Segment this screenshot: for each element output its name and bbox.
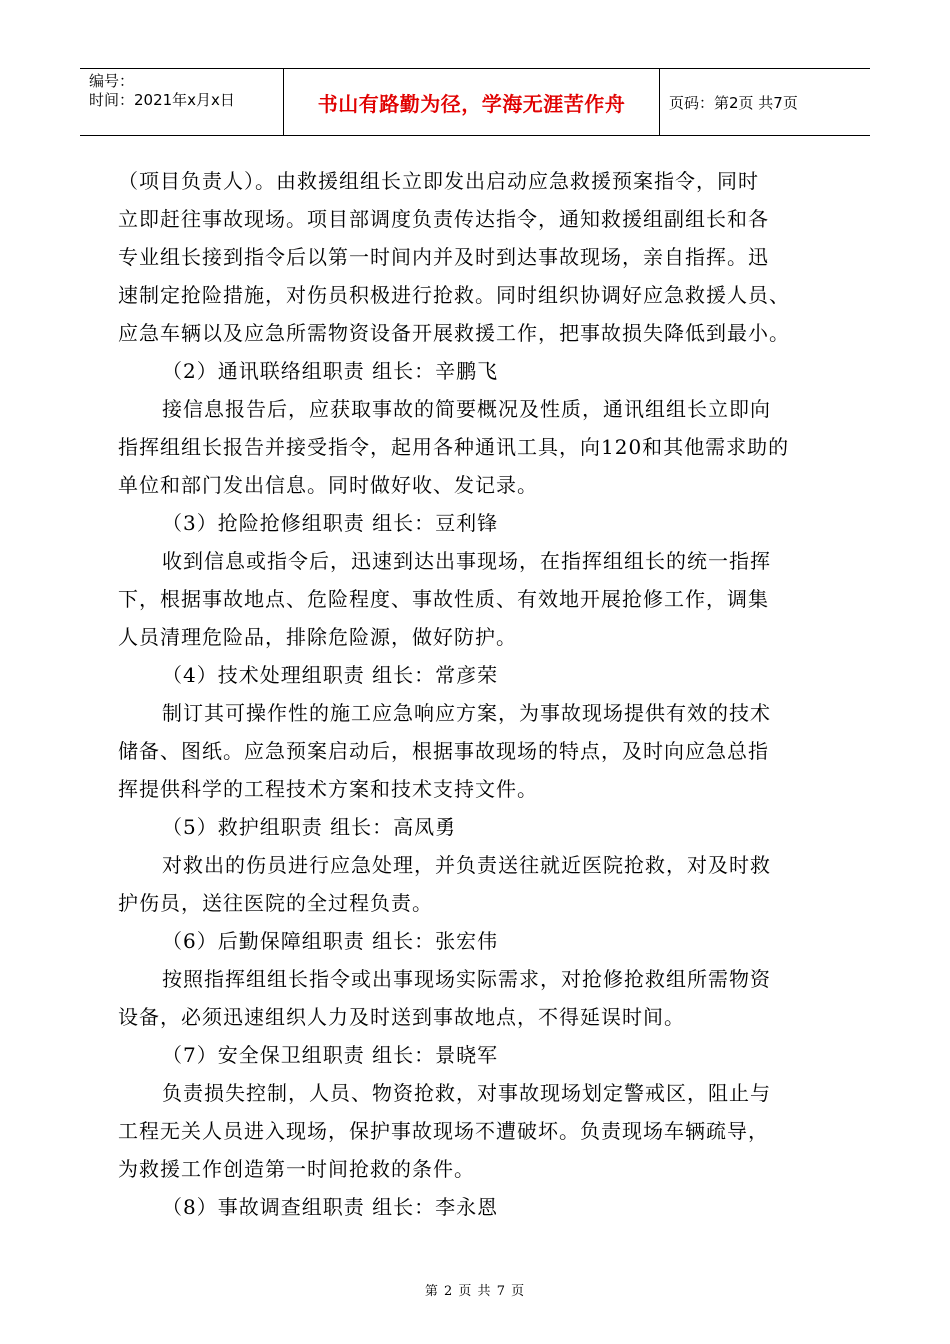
body-line: 指挥组组长报告并接受指令，起用各种通讯工具，向120和其他需求助的 [118, 435, 790, 459]
body-line: 对救出的伤员进行应急处理，并负责送往就近医院抢救，对及时救 [162, 853, 771, 877]
body-line: 下，根据事故地点、危险程度、事故性质、有效地开展抢修工作，调集 [118, 587, 769, 611]
body-line: 设备，必须迅速组织人力及时送到事故地点，不得延误时间。 [118, 1005, 685, 1029]
body-line: （项目负责人）。由救援组组长立即发出启动应急救援预案指令，同时 [118, 169, 759, 193]
body-line: 人员清理危险品，排除危险源，做好防护。 [118, 625, 517, 649]
body-line: 储备、图纸。应急预案启动后，根据事故现场的特点，及时向应急总指 [118, 739, 769, 763]
section-heading: （7）安全保卫组职责 组长：景晓军 [162, 1043, 499, 1067]
page-footer: 第 2 页 共 7 页 [424, 1284, 526, 1299]
body-line: 负责损失控制，人员、物资抢救，对事故现场划定警戒区，阻止与 [162, 1081, 771, 1105]
section-heading: （6）后勤保障组职责 组长：张宏伟 [162, 929, 499, 953]
body-line: 护伤员，送往医院的全过程负责。 [118, 891, 433, 915]
body-line: 为救援工作创造第一时间抢救的条件。 [118, 1157, 475, 1181]
section-heading: （2）通讯联络组职责 组长：辛鹏飞 [162, 359, 499, 383]
body-line: 单位和部门发出信息。同时做好收、发记录。 [118, 473, 538, 497]
section-heading: （4）技术处理组职责 组长：常彦荣 [162, 663, 499, 687]
body-line: 工程无关人员进入现场，保护事故现场不遭破坏。负责现场车辆疏导， [118, 1119, 769, 1143]
header-motto: 书山有路勤为径，学海无涯苦作舟 [284, 69, 660, 135]
body-line: 应急车辆以及应急所需物资设备开展救援工作，把事故损失降低到最小。 [118, 321, 790, 345]
body-line: 立即赶往事故现场。项目部调度负责传达指令，通知救援组副组长和各 [118, 207, 769, 231]
body-line: 接信息报告后，应获取事故的简要概况及性质，通讯组组长立即向 [162, 397, 771, 421]
section-heading: （5）救护组职责 组长：高凤勇 [162, 815, 457, 839]
section-heading: （3）抢险抢修组职责 组长：豆利锋 [162, 511, 499, 535]
body-line: 挥提供科学的工程技术方案和技术支持文件。 [118, 777, 538, 801]
section-heading: （8）事故调查组职责 组长：李永恩 [162, 1195, 499, 1219]
body-line: 速制定抢险措施，对伤员积极进行抢救。同时组织协调好应急救援人员、 [118, 283, 790, 307]
document-body [118, 162, 840, 1226]
header-page-number: 页码：第2页 共7页 [669, 93, 798, 112]
document-number-label: 编号： [89, 72, 135, 90]
document-date-label: 时间：2021年x月x日 [89, 91, 235, 109]
header-meta [80, 69, 284, 135]
body-line: 收到信息或指令后，迅速到达出事现场，在指挥组组长的统一指挥 [162, 549, 771, 573]
body-line: 按照指挥组组长指令或出事现场实际需求，对抢修抢救组所需物资 [162, 967, 771, 991]
page-header [80, 68, 870, 136]
body-line: 制订其可操作性的施工应急响应方案，为事故现场提供有效的技术 [162, 701, 771, 725]
body-line: 专业组长接到指令后以第一时间内并及时到达事故现场，亲自指挥。迅 [118, 245, 769, 269]
